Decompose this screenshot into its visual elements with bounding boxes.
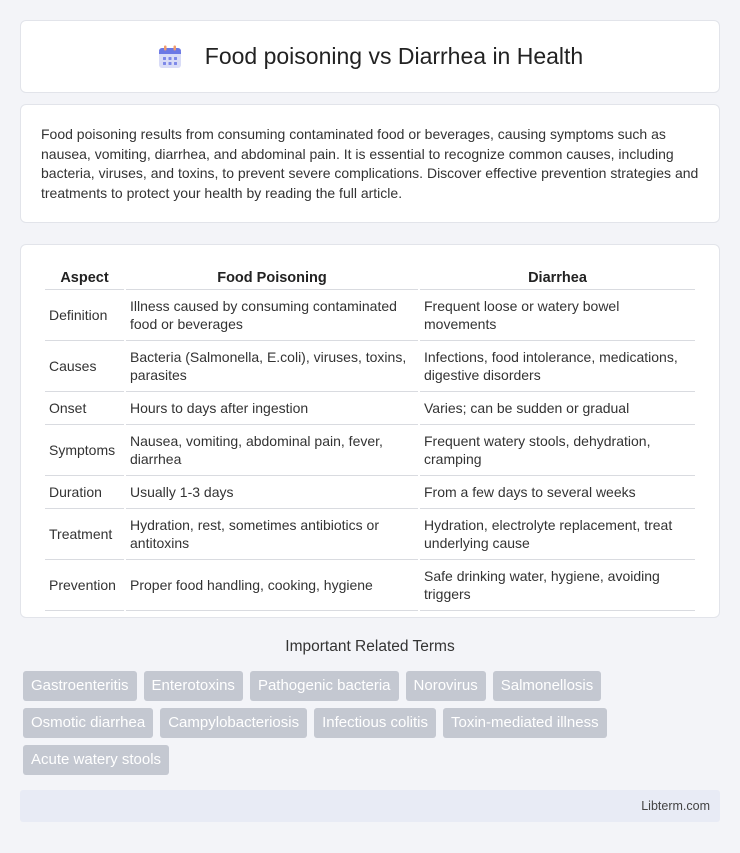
row-food-poisoning: Nausea, vomiting, abdominal pain, fever, diarrhea [126, 425, 418, 476]
row-diarrhea: Hydration, electrolyte replacement, treat underlying cause [420, 509, 695, 560]
row-aspect: Causes [45, 341, 124, 392]
related-term-tag[interactable]: Norovirus [406, 671, 486, 701]
related-term-tag[interactable]: Infectious colitis [314, 708, 436, 738]
table-row [45, 392, 695, 425]
intro-card [20, 104, 720, 223]
row-food-poisoning: Proper food handling, cooking, hygiene [126, 560, 418, 611]
table-row [45, 560, 695, 611]
comparison-table [43, 265, 697, 611]
row-aspect: Duration [45, 476, 124, 509]
header-food-poisoning: Food Poisoning [126, 265, 418, 290]
related-term-tag[interactable]: Toxin-mediated illness [443, 708, 607, 738]
related-term-tag[interactable]: Enterotoxins [144, 671, 243, 701]
row-food-poisoning: Hydration, rest, sometimes antibiotics or antitoxins [126, 509, 418, 560]
related-term-tag[interactable]: Campylobacteriosis [160, 708, 307, 738]
related-term-tag[interactable]: Pathogenic bacteria [250, 671, 399, 701]
row-diarrhea: Varies; can be sudden or gradual [420, 392, 695, 425]
row-diarrhea: Safe drinking water, hygiene, avoiding triggers [420, 560, 695, 611]
table-row [45, 476, 695, 509]
page-title: Food poisoning vs Diarrhea in Health [204, 43, 584, 69]
table-row [45, 290, 695, 341]
header-diarrhea: Diarrhea [420, 265, 695, 290]
related-terms-list [23, 671, 723, 775]
row-aspect: Treatment [45, 509, 124, 560]
table-row [45, 509, 695, 560]
comparison-table-card [20, 244, 720, 618]
row-food-poisoning: Bacteria (Salmonella, E.coli), viruses, toxins, parasites [126, 341, 418, 392]
footer [20, 790, 720, 822]
row-aspect: Definition [45, 290, 124, 341]
row-diarrhea: Frequent watery stools, dehydration, cramping [420, 425, 695, 476]
footer-brand-link[interactable]: Libterm.com [641, 799, 710, 813]
header-aspect: Aspect [45, 265, 124, 290]
row-diarrhea: Frequent loose or watery bowel movements [420, 290, 695, 341]
row-diarrhea: Infections, food intolerance, medications, digestive disorders [420, 341, 695, 392]
header-card [20, 20, 720, 93]
row-aspect: Prevention [45, 560, 124, 611]
table-header-row [45, 265, 695, 290]
related-term-tag[interactable]: Salmonellosis [493, 671, 602, 701]
row-food-poisoning: Hours to days after ingestion [126, 392, 418, 425]
intro-text: Food poisoning results from consuming contaminated food or beverages, causing symptoms such as nausea, vomiting, diarrhea, and abdominal pain. It is essential to recognize common causes, including bacteria, viruses, and toxins, to prevent severe complications. Discover effective prevention strategies and treatments to protect your health by reading the full article. [41, 126, 699, 201]
related-term-tag[interactable]: Gastroenteritis [23, 671, 137, 701]
calendar-icon [157, 44, 183, 70]
row-aspect: Onset [45, 392, 124, 425]
related-terms-title: Important Related Terms [285, 638, 455, 655]
related-term-tag[interactable]: Osmotic diarrhea [23, 708, 153, 738]
row-food-poisoning: Illness caused by consuming contaminated food or beverages [126, 290, 418, 341]
row-diarrhea: From a few days to several weeks [420, 476, 695, 509]
table-row [45, 425, 695, 476]
table-row [45, 341, 695, 392]
related-term-tag[interactable]: Acute watery stools [23, 745, 169, 775]
row-food-poisoning: Usually 1-3 days [126, 476, 418, 509]
row-aspect: Symptoms [45, 425, 124, 476]
